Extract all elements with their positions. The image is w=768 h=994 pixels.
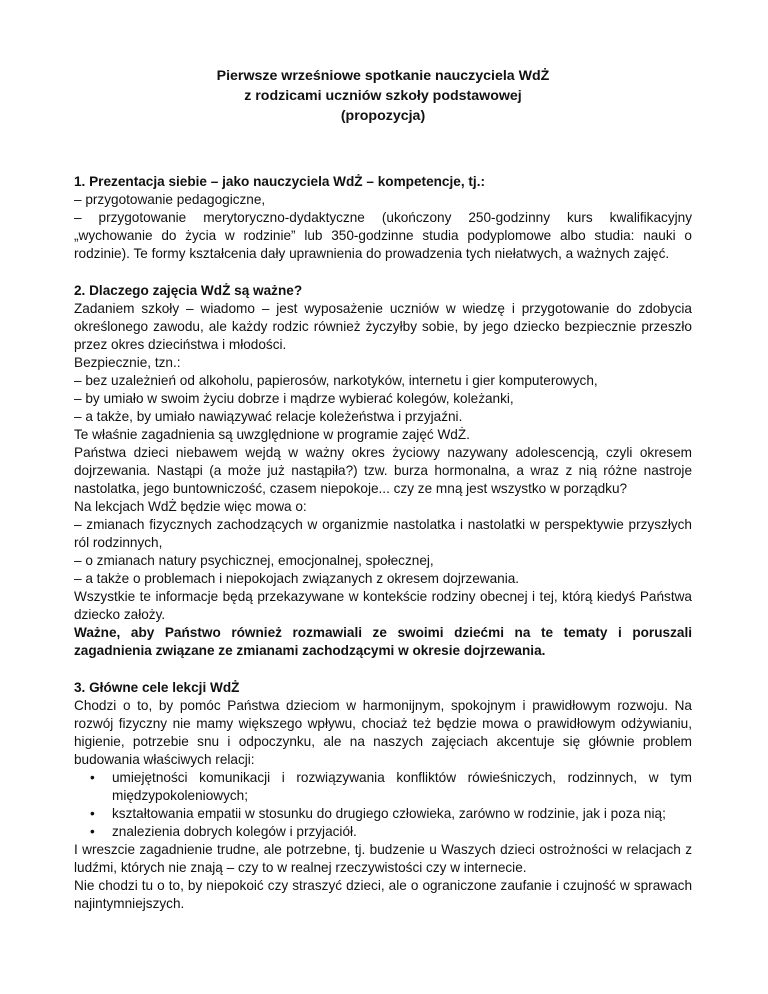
bullet-item: [74, 823, 692, 841]
section-3-heading: 3. Główne cele lekcji WdŻ: [74, 680, 240, 695]
section-3-paragraph: Chodzi o to, by pomóc Państwa dzieciom w harmonijnym, spokojnym i prawidłowym rozwoju. Na rozwój fizyczny nie mamy większego wpływu, chociaż też będzie mowa o prawidłowym odżywianiu, higienie, potrzebie snu i odpoczynku, ale na naszych zajęciach akcentuje się głównie problem budowania właściwych relacji:: [74, 698, 692, 767]
section-2-list-item: – a także o problemach i niepokojach związanych z okresem dojrzewania.: [74, 571, 520, 586]
section-2-paragraph: Te właśnie zagadnienia są uwzględnione w programie zajęć WdŻ.: [74, 427, 470, 442]
bullet-text: znalezienia dobrych kolegów i przyjaciół.: [112, 824, 357, 839]
section-3-paragraph: I wreszcie zagadnienie trudne, ale potrzebne, tj. budzenie u Waszych dzieci ostrożności w relacjach z ludźmi, których nie znają – czy to w realnej rzeczywistości czy w internecie.: [74, 842, 692, 875]
bullet-icon: •: [90, 824, 95, 839]
section-2-paragraph: Wszystkie te informacje będą przekazywane w kontekście rodziny obecnej i tej, którą kiedyś Państwa dziecko założy.: [74, 589, 692, 622]
section-2-list-item: – o zmianach natury psychicznej, emocjonalnej, społecznej,: [74, 553, 434, 568]
section-1: [74, 173, 692, 263]
section-2-paragraph: Na lekcjach WdŻ będzie więc mowa o:: [74, 499, 307, 514]
section-1-heading: 1. Prezentacja siebie – jako nauczyciela WdŻ – kompetencje, tj.:: [74, 174, 485, 189]
section-2-paragraph: Bezpiecznie, tzn.:: [74, 355, 181, 370]
bullet-item: [74, 805, 692, 823]
document-title: [74, 66, 692, 126]
section-2-paragraph: Państwa dzieci niebawem wejdą w ważny okres życiowy nazywany adolescencją, czyli okresem dojrzewania. Nastąpi (a może już nastąpiła?) tzw. burza hormonalna, a wraz z nią różne nastroje nastolatka, jego buntowniczość, czasem niepokoje... czy ze mną jest wszystko w porządku?: [74, 445, 692, 496]
title-line-2: z rodzicami uczniów szkoły podstawowej: [244, 88, 522, 104]
section-2-heading: 2. Dlaczego zajęcia WdŻ są ważne?: [74, 283, 303, 298]
section-1-item-2: – przygotowanie merytoryczno-dydaktyczne (ukończony 250-godzinny kurs kwalifikacyjny „wychowanie do życia w rodzinie” lub 350-godzinne studia podyplomowe albo studia: nauki o rodzinie). Te formy kształcenia dały uprawnienia do prowadzenia tych niełatwych, a ważnych zajęć.: [74, 210, 692, 261]
section-2-list-item: – bez uzależnień od alkoholu, papierosów, narkotyków, internetu i gier komputerowych,: [74, 373, 598, 388]
section-3-bullet-list: [74, 769, 692, 841]
bullet-icon: •: [90, 770, 95, 785]
section-2-paragraph: Zadaniem szkoły – wiadomo – jest wyposażenie uczniów w wiedzę i przygotowanie do zdobycia określonego zawodu, ale każdy rodzic również życzyłby sobie, by jego dziecko bezpiecznie przeszło przez okres dzieciństwa i młodości.: [74, 301, 692, 352]
section-1-item-1: – przygotowanie pedagogiczne,: [74, 192, 266, 207]
title-line-1: Pierwsze wrześniowe spotkanie nauczyciela WdŻ: [216, 68, 550, 84]
section-2-bold-note: Ważne, aby Państwo również rozmawiali ze swoimi dziećmi na te tematy i poruszali zagadnienia związane ze zmianami zachodzącymi w okresie dojrzewania.: [74, 625, 692, 658]
section-2-list-item: – zmianach fizycznych zachodzących w organizmie nastolatka i nastolatki w perspektywie przyszłych ról rodzinnych,: [74, 517, 692, 550]
bullet-text: umiejętności komunikacji i rozwiązywania konfliktów rówieśniczych, rodzinnych, w tym międzypokoleniowych;: [112, 770, 692, 803]
section-2-list-item: – by umiało w swoim życiu dobrze i mądrze wybierać kolegów, koleżanki,: [74, 391, 514, 406]
section-3-paragraph: Nie chodzi tu o to, by niepokoić czy straszyć dzieci, ale o ograniczone zaufanie i czujność w sprawach najintymniejszych.: [74, 878, 692, 911]
section-3: [74, 679, 692, 913]
bullet-icon: •: [90, 806, 95, 821]
bullet-text: kształtowania empatii w stosunku do drugiego człowieka, zarówno w rodzinie, jak i poza nią;: [112, 806, 666, 821]
title-line-3: (propozycja): [340, 108, 426, 124]
bullet-item: [74, 769, 692, 805]
section-2: [74, 282, 692, 660]
section-2-list-item: – a także, by umiało nawiązywać relacje koleżeństwa i przyjaźni.: [74, 409, 463, 424]
